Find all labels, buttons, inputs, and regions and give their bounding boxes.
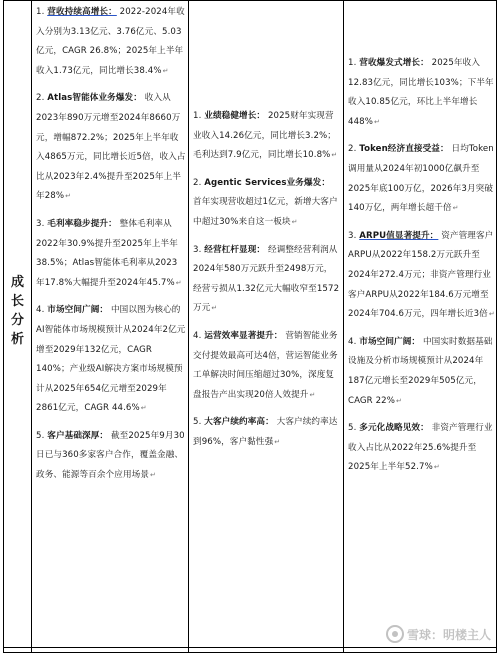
column-divider	[188, 1, 189, 652]
list-item: 5. 客户基础深厚： 截至2025年9月30日已与360多家客户合作，覆盖金融、政务、能源等百余个应用场景↵	[36, 430, 185, 481]
row-divider	[4, 647, 496, 648]
snowball-logo-icon	[386, 625, 404, 643]
list-item: 3. 毛利率稳步提升： 整体毛利率从2022年30.9%提升至2025年上半年38.5%；Atlas智能体毛利率从2023年17.8%大幅提升至2024年45.7%↵	[36, 218, 182, 288]
list-item: 4. 市场空间广阔： 中国实时数据基础设施及分析市场规模预计从2024年187亿元增长至2029年505亿元，CAGR 22%↵	[348, 336, 493, 406]
list-item: 4. 运营效率显著提升： 营销智能业务交付提效最高可达4倍，营运智能业务工单解决时间压缩超过30%，深度复盘报告产出实现20倍人效提升↵	[193, 330, 338, 400]
column-divider	[343, 1, 344, 652]
column-divider	[31, 1, 32, 652]
list-item: 2. Agentic Services业务爆发： 首年实现营收超过1亿元，新增大客户中超过30%来自这一板块↵	[193, 177, 338, 227]
list-item: 4. 市场空间广阔： 中国以图为核心的AI智能体市场规模预计从2024年2亿元增至2029年132亿元，CAGR 140%；产业级AI解决方案市场规模预计从2025年654亿元增至2029年2861亿元，CAGR 44.6%↵	[36, 305, 186, 414]
company-c-growth-column	[348, 54, 497, 486]
list-item: 5. 多元化战略见效： 非资产管理行业收入占比从2022年25.6%提升至2025年上半年52.7%↵	[348, 423, 493, 473]
analysis-table	[3, 0, 497, 653]
list-item: 5. 大客户续约率高： 大客户续约率达到96%，客户黏性强↵	[193, 417, 338, 447]
company-a-growth-column	[36, 3, 186, 494]
list-item: 1. 营收爆发式增长： 2025年收入12.83亿元，同比增长103%；下半年收入10.85亿元，环比上半年增长448%↵	[348, 58, 494, 127]
watermark: 雪球：明楼主人	[386, 625, 491, 643]
list-item: 1. 业绩稳健增长： 2025财年实现营业收入14.26亿元，同比增长3.2%；毛利达到7.9亿元，同比增长10.8%↵	[193, 111, 338, 161]
list-item: 2. Token经济直接受益： 日均Token调用量从2024年初1000亿飙升至2025年底100万亿，2026年3月突破140万亿，两年增长超千倍↵	[348, 144, 494, 214]
row-label-growth-analysis: 成 长 分 析	[10, 275, 24, 347]
list-item: 3. 经营杠杆显现： 经调整经营利润从2024年580万元跃升至2498万元，经营亏损从1.32亿元大幅收窄至1572万元↵	[193, 244, 340, 314]
list-item: 2. Atlas智能体业务爆发： 收入从2023年890万元增至2024年8660万元，增幅872.2%；2025年上半年收入4865万元，同比增长近5倍，收入占比从2023年2.4%提升至2025年上半年28%↵	[36, 93, 186, 202]
company-b-growth-column	[193, 107, 341, 461]
list-item: 1. 营收持续高增长： 2022-2024年收入分别为3.13亿元、3.76亿元、5.03亿元，CAGR 26.8%；2025年上半年收入1.73亿元，同比增长38.4%↵	[36, 7, 185, 76]
list-item: 3. ARPU值显著提升： 资产管理客户ARPU从2022年158.2万元跃升至2024年272.4万元；非资产管理行业客户ARPU从2022年184.6万元增至2024年704.6万元，四年增长近3倍↵	[348, 230, 495, 320]
